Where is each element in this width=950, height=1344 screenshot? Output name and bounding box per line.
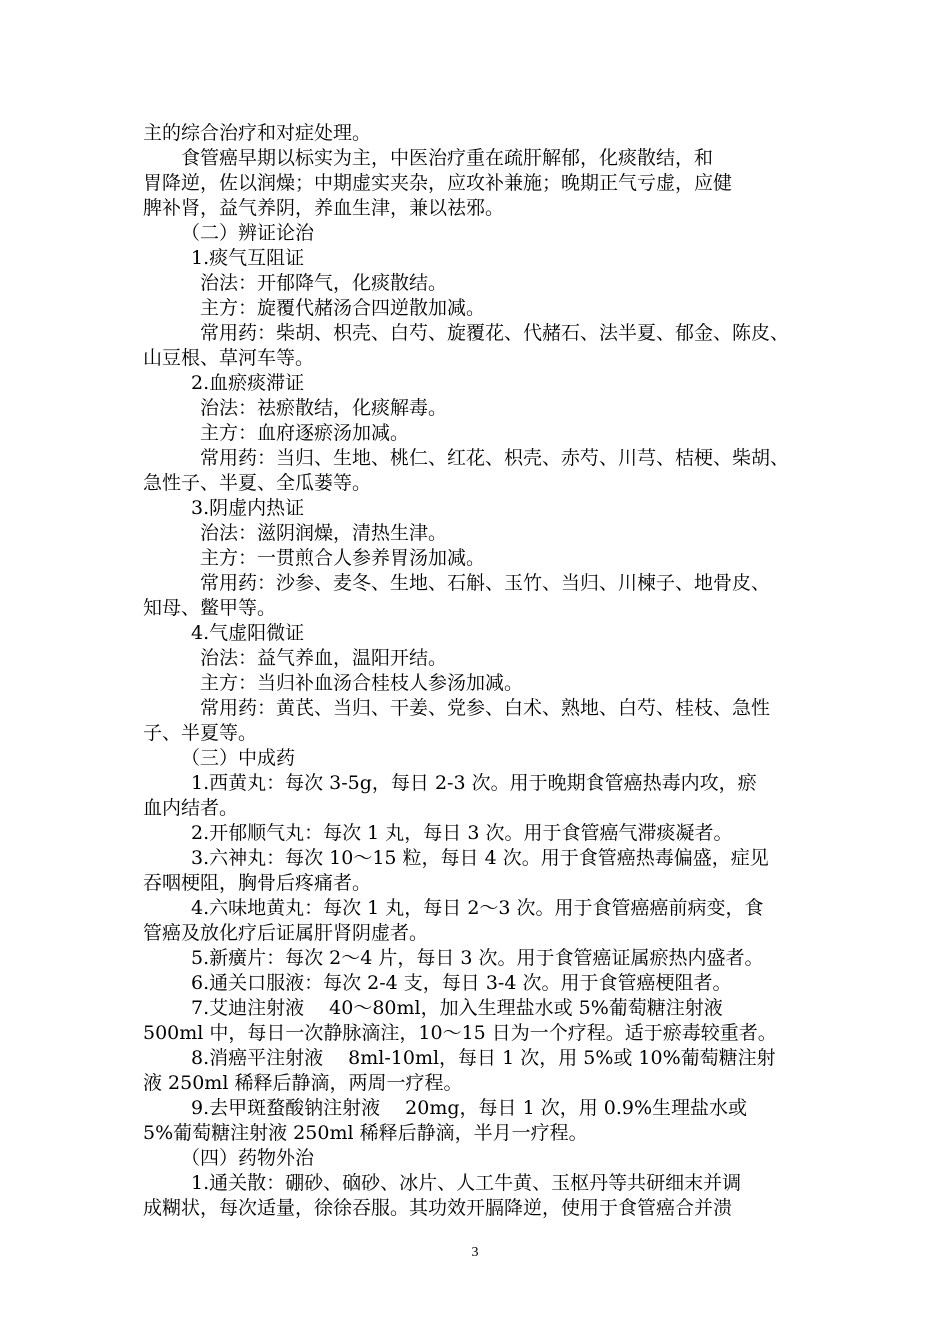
text-line: 子、半夏等。 (143, 722, 258, 744)
text-line: 6.通关口服液：每次 2-4 支，每日 3-4 次。用于食管癌梗阻者。 (191, 972, 732, 994)
text-line: 急性子、半夏、全瓜蒌等。 (143, 472, 372, 494)
text-line: 治法：益气养血，温阳开结。 (200, 647, 448, 669)
text-line: 管癌及放化疗后证属肝肾阴虚者。 (143, 922, 429, 944)
text-line: 常用药：当归、生地、桃仁、红花、枳壳、赤芍、川芎、桔梗、柴胡、 (200, 447, 790, 469)
text-line: 主方：血府逐瘀汤加减。 (200, 422, 410, 444)
text-line: 8.消癌平注射液 8ml-10ml，每日 1 次，用 5%或 10%葡萄糖注射 (191, 1047, 776, 1069)
text-line: 治法：滋阴润燥，清热生津。 (200, 522, 448, 544)
text-line: 治法：祛瘀散结，化痰解毒。 (200, 397, 448, 419)
text-line: 9.去甲斑蝥酸钠注射液 20mg，每日 1 次，用 0.9%生理盐水或 (191, 1097, 748, 1119)
text-line: 1.西黄丸：每次 3-5g，每日 2-3 次。用于晚期食管癌热毒内攻，瘀 (191, 772, 757, 794)
text-line: 治法：开郁降气，化痰散结。 (200, 272, 448, 294)
text-line: （四）药物外治 (181, 1147, 315, 1169)
text-line: 1.通关散：硼砂、硇砂、冰片、人工牛黄、玉枢丹等共研细末并调 (191, 1172, 742, 1194)
text-line: （二）辨证论治 (181, 222, 315, 244)
text-line: 成糊状，每次适量，徐徐吞服。其功效开膈降逆，使用于食管癌合并溃 (143, 1197, 733, 1219)
text-line: 500ml 中，每日一次静脉滴注，10～15 日为一个疗程。适于瘀毒较重者。 (143, 1022, 777, 1044)
text-line: 5%葡萄糖注射液 250ml 稀释后静滴，半月一疗程。 (143, 1122, 588, 1144)
text-line: 食管癌早期以标实为主，中医治疗重在疏肝解郁，化痰散结，和 (181, 147, 714, 169)
text-line: 常用药：黄芪、当归、干姜、党参、白术、熟地、白芍、桂枝、急性 (200, 697, 771, 719)
text-line: 2.血瘀痰滞证 (191, 372, 305, 394)
text-line: 山豆根、草河车等。 (143, 347, 315, 369)
text-line: 3.六神丸：每次 10～15 粒，每日 4 次。用于食管癌热毒偏盛，症见 (191, 847, 769, 869)
text-line: 常用药：沙参、麦冬、生地、石斛、玉竹、当归、川楝子、地骨皮、 (200, 572, 771, 594)
text-line: 主方：当归补血汤合桂枝人参汤加减。 (200, 672, 524, 694)
text-line: 7.艾迪注射液 40～80ml，加入生理盐水或 5%葡萄糖注射液 (191, 997, 723, 1019)
text-line: 脾补肾，益气养阴，养血生津，兼以祛邪。 (143, 197, 505, 219)
text-line: 2.开郁顺气丸：每次 1 丸，每日 3 次。用于食管癌气滞痰凝者。 (191, 822, 733, 844)
text-line: 5.新癀片：每次 2～4 片，每日 3 次。用于食管癌证属瘀热内盛者。 (191, 947, 764, 969)
text-line: 常用药：柴胡、枳壳、白芍、旋覆花、代赭石、法半夏、郁金、陈皮、 (200, 322, 790, 344)
text-line: 4.六味地黄丸：每次 1 丸，每日 2～3 次。用于食管癌癌前病变，食 (191, 897, 764, 919)
text-line: 液 250ml 稀释后静滴，两周一疗程。 (143, 1072, 463, 1094)
text-line: 主方：旋覆代赭汤合四逆散加减。 (200, 297, 486, 319)
text-line: 胃降逆，佐以润燥；中期虚实夹杂，应攻补兼施；晚期正气亏虚，应健 (143, 172, 733, 194)
text-line: 1.痰气互阻证 (191, 247, 305, 269)
text-line: 主方：一贯煎合人参养胃汤加减。 (200, 547, 486, 569)
page-number: 3 (471, 1245, 479, 1260)
text-line: 主的综合治疗和对症处理。 (143, 122, 372, 144)
text-line: 血内结者。 (143, 797, 239, 819)
text-line: 3.阴虚内热证 (191, 497, 305, 519)
text-line: 4.气虚阳微证 (191, 622, 305, 644)
text-line: （三）中成药 (181, 747, 296, 769)
document-body (143, 121, 813, 1221)
text-line: 知母、鳖甲等。 (143, 597, 277, 619)
text-line: 吞咽梗阻，胸骨后疼痛者。 (143, 872, 372, 894)
